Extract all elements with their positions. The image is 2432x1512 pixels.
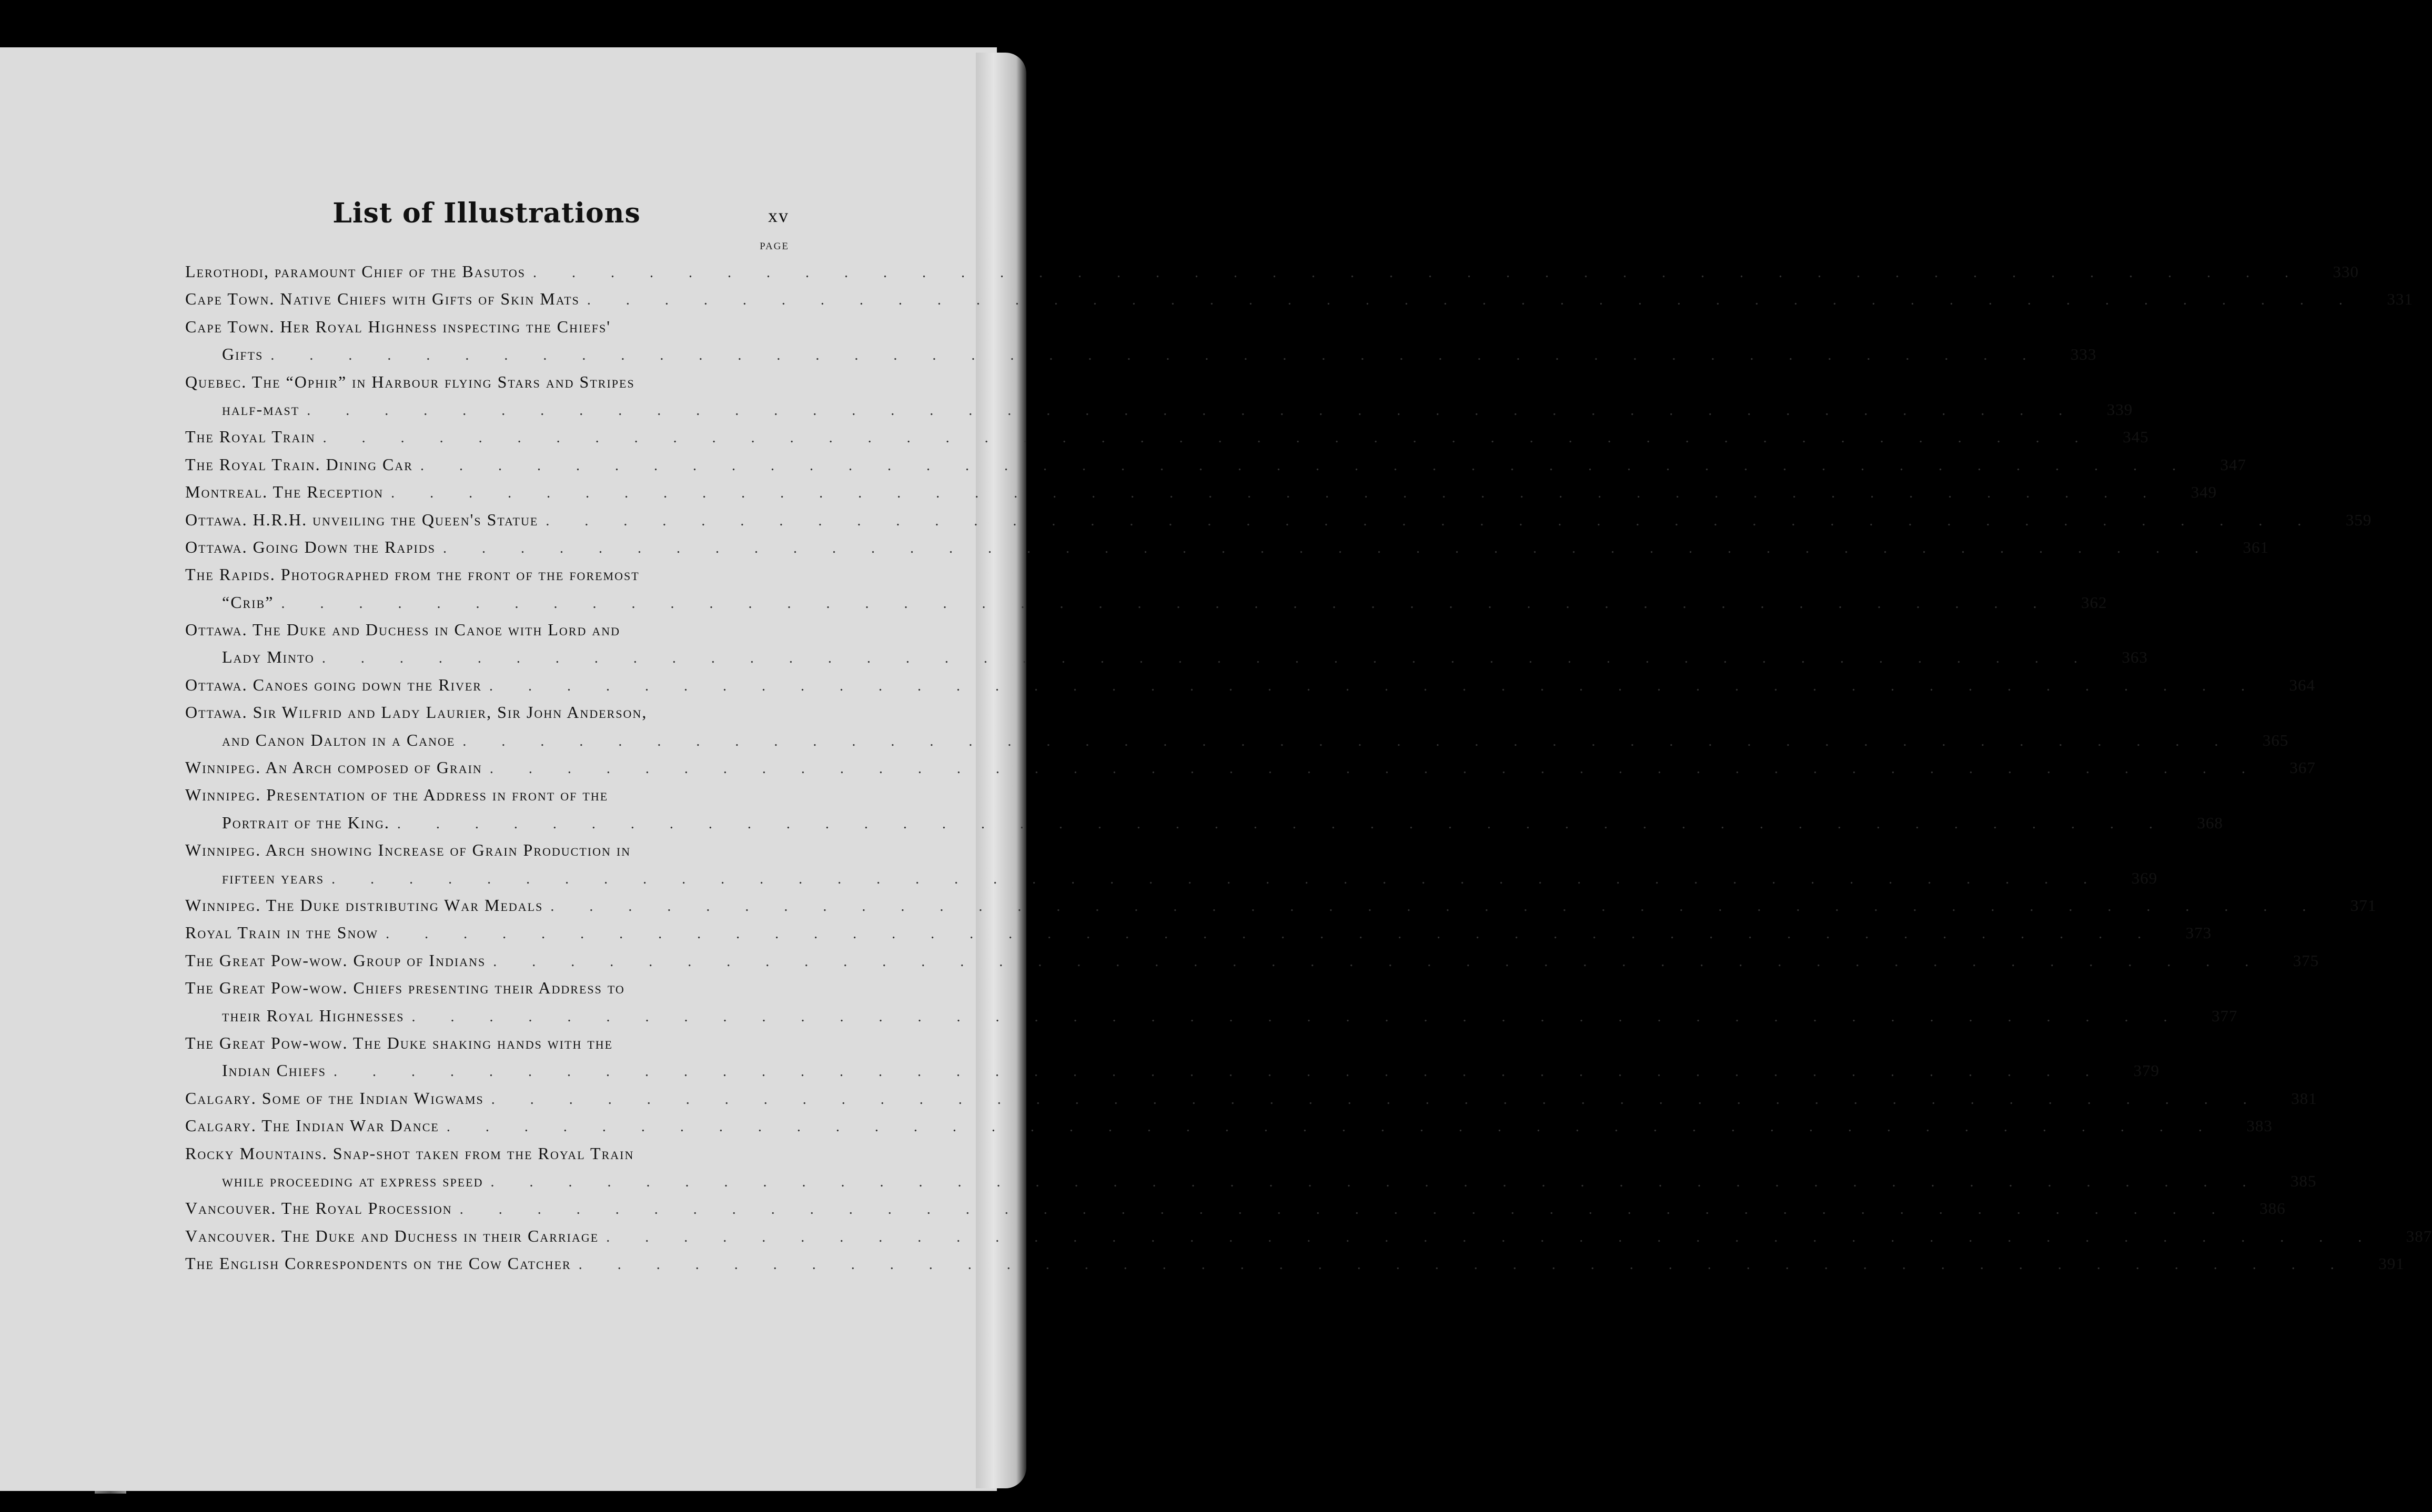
dot-leader: . . . . . . . . . . . . . . . . . . . . . . . . . . . . . . . . . . . . . . . . . . . . . .: [331, 870, 2103, 887]
entry-line: [185, 506, 2372, 533]
entry-line: [185, 643, 2148, 671]
entry-page-number: 347: [2220, 455, 2246, 474]
entry-title: Vancouver. The Royal Procession: [185, 1199, 452, 1218]
illustration-entry: [185, 698, 2289, 754]
entry-title: Portrait of the King.: [222, 813, 390, 832]
dot-leader: . . . . . . . . . . . . . . . . . . . . . . . . . . . . . . . . . . . . . . . . . . . . . .: [281, 595, 2053, 612]
entry-page-number: 361: [2243, 537, 2269, 556]
dot-leader: . . . . . . . . . . . . . . . . . . . . . . . . . . . . . . . . . . . . . . . . . . . . . .: [443, 540, 2214, 556]
entry-title: Indian Chiefs: [222, 1061, 326, 1080]
entry-page-number: 362: [2081, 593, 2107, 612]
dot-leader: . . . . . . . . . . . . . . . . . . . . . . . . . . . . . . . . . . . . . . . . . . . . . .: [321, 650, 2093, 667]
entry-line: [185, 754, 2316, 781]
illustration-entry: [185, 974, 2238, 1029]
illustration-entry: [185, 1222, 2432, 1250]
entry-line: [185, 451, 2246, 478]
entry-page-number: 339: [2106, 400, 2133, 419]
dot-leader: . . . . . . . . . . . . . . . . . . . . . . . . . . . . . . . . . . . . . . . . . . . . . .: [489, 677, 2261, 694]
entry-page-number: 385: [2290, 1171, 2317, 1190]
entry-line: [185, 1112, 2273, 1139]
entry-line: [185, 258, 2359, 285]
entry-page-number: 369: [2131, 868, 2158, 887]
entry-title: Ottawa. The Duke and Duchess in Canoe with Lord and: [185, 620, 621, 640]
entry-line: [185, 1222, 2432, 1250]
entry-title: Cape Town. Native Chiefs with Gifts of Skin Mats: [185, 289, 580, 309]
entry-line: [185, 781, 743, 808]
dot-leader: . . . . . . . . . . . . . . . . . . . . . . . . . . . . . . . . . . . . . . . . . . . . . .: [489, 760, 2261, 777]
entry-title: Winnipeg. The Duke distributing War Medals: [185, 895, 543, 915]
dot-leader: . . . . . . . . . . . . . . . . . . . . . . . . . . . . . . . . . . . . . . . . . . . . . .: [322, 430, 2094, 447]
entry-title: Calgary. The Indian War Dance: [185, 1116, 439, 1135]
illustration-entry: [185, 285, 2413, 312]
entry-line: [185, 285, 2413, 312]
illustration-entry: [185, 1194, 2286, 1222]
entry-page-number: 386: [2259, 1199, 2286, 1218]
entry-page-number: 364: [2289, 675, 2315, 694]
illustration-entry: [185, 258, 2359, 285]
entry-line: [185, 478, 2217, 505]
entry-title: Calgary. Some of the Indian Wigwams: [185, 1088, 484, 1108]
entry-page-number: 330: [2333, 262, 2359, 281]
illustration-entry: [185, 313, 2097, 368]
entry-line: [185, 891, 2377, 919]
entry-line: [185, 1029, 743, 1057]
entry-title: and Canon Dalton in a Canoe: [222, 730, 456, 749]
dot-leader: . . . . . . . . . . . . . . . . . . . . . . . . . . . . . . . . . . . . . . . . . . . . . .: [270, 347, 2042, 364]
entry-line: [185, 313, 743, 340]
page-title: List of Illustrations: [332, 197, 641, 229]
dot-leader: . . . . . . . . . . . . . . . . . . . . . . . . . . . . . . . . . . . . . . . . . . . . . .: [490, 1173, 2262, 1190]
entry-title: The Royal Train: [185, 427, 316, 447]
dot-leader: . . . . . . . . . . . . . . . . . . . . . . . . . . . . . . . . . . . . . . . . . . . . . .: [446, 1119, 2218, 1135]
entry-title: Ottawa. H.R.H. unveiling the Queen's Statue: [185, 510, 539, 529]
entry-title: The Royal Train. Dining Car: [185, 454, 413, 474]
dot-leader: . . . . . . . . . . . . . . . . . . . . . . . . . . . . . . . . . . . . . . . . . . . . . .: [493, 953, 2265, 970]
entry-page-number: 359: [2345, 510, 2372, 529]
illustration-entry: [185, 836, 2158, 891]
entry-line: [185, 1057, 2159, 1084]
entry-page-number: 375: [2293, 951, 2319, 970]
entry-title: Montreal. The Reception: [185, 482, 384, 502]
entry-title: Winnipeg. An Arch composed of Grain: [185, 758, 482, 777]
entry-page-number: 367: [2289, 758, 2316, 777]
dot-leader: . . . . . . . . . . . . . . . . . . . . . . . . . . . . . . . . . . . . . . . . . . . . . .: [462, 733, 2234, 749]
entry-page-number: 331: [2387, 290, 2413, 309]
page-column-label: PAGE: [760, 241, 789, 252]
entry-line: [185, 947, 2319, 974]
illustration-entry: [185, 1084, 2317, 1112]
page-number: xv: [768, 205, 789, 226]
entry-title: Ottawa. Going Down the Rapids: [185, 537, 436, 556]
dot-leader: . . . . . . . . . . . . . . . . . . . . . . . . . . . . . . . . . . . . . . . . . . . . . .: [307, 402, 2078, 419]
illustration-entry: [185, 506, 2372, 533]
entry-line: [185, 1250, 2405, 1277]
illustration-entry: [185, 368, 2133, 423]
entry-line: [185, 1002, 2238, 1029]
dot-leader: . . . . . . . . . . . . . . . . . . . . . . . . . . . . . . . . . . . . . . . . . . . . . .: [578, 1256, 2350, 1273]
entry-line: [185, 1194, 2286, 1222]
entry-page-number: 391: [2378, 1254, 2405, 1273]
entry-line: [185, 340, 2097, 368]
entry-title: Ottawa. Sir Wilfrid and Lady Laurier, Sir John Anderson,: [185, 703, 648, 722]
entry-page-number: 349: [2191, 483, 2217, 502]
entry-page-number: 377: [2211, 1006, 2238, 1025]
entry-title: Cape Town. Her Royal Highness inspecting the Chiefs': [185, 317, 611, 336]
entry-line: [185, 561, 743, 588]
entry-title: Ottawa. Canoes going down the River: [185, 675, 482, 694]
dot-leader: . . . . . . . . . . . . . . . . . . . . . . . . . . . . . . . . . . . . . . . . . . . . . .: [420, 457, 2192, 474]
dot-leader: . . . . . . . . . . . . . . . . . . . . . . . . . . . . . . . . . . . . . . . . . . . . . .: [550, 898, 2322, 915]
entry-line: [185, 864, 2158, 891]
entry-title: The Great Pow-wow. The Duke shaking hands with the: [185, 1033, 613, 1052]
illustration-entry: [185, 561, 2107, 616]
dot-leader: . . . . . . . . . . . . . . . . . . . . . . . . . . . . . . . . . . . . . . . . . . . . . .: [397, 815, 2168, 832]
entry-page-number: 383: [2246, 1117, 2273, 1135]
entry-line: [185, 588, 2107, 616]
entry-line: [185, 919, 2212, 946]
entry-page-number: 363: [2122, 648, 2148, 667]
illustration-entry: [185, 781, 2223, 836]
entry-title: The Rapids. Photographed from the front of the foremost: [185, 565, 640, 584]
entry-title: Lady Minto: [222, 647, 315, 667]
entry-title: The Great Pow-wow. Group of Indians: [185, 950, 486, 970]
entry-title: Quebec. The “Ophir” in Harbour flying Stars and Stripes: [185, 372, 635, 391]
entry-page-number: 365: [2262, 730, 2289, 749]
entry-title: Rocky Mountains. Snap-shot taken from the Royal Train: [185, 1143, 634, 1163]
entry-title: Gifts: [222, 344, 264, 364]
entry-page-number: 333: [2070, 345, 2097, 364]
illustration-entry: [185, 423, 2149, 450]
entry-line: [185, 616, 743, 643]
dot-leader: . . . . . . . . . . . . . . . . . . . . . . . . . . . . . . . . . . . . . . . . . . . . . .: [491, 1091, 2263, 1108]
entry-page-number: 373: [2185, 924, 2212, 942]
dot-leader: . . . . . . . . . . . . . . . . . . . . . . . . . . . . . . . . . . . . . . . . . . . . . .: [587, 292, 2358, 309]
entry-title: half-mast: [222, 399, 300, 419]
entry-title: Winnipeg. Presentation of the Address in front of the: [185, 785, 609, 805]
entry-line: [185, 698, 743, 726]
entry-title: Vancouver. The Duke and Duchess in their Carriage: [185, 1226, 599, 1245]
dot-leader: . . . . . . . . . . . . . . . . . . . . . . . . . . . . . . . . . . . . . . . . . . . . . .: [459, 1201, 2231, 1218]
illustration-entry: [185, 671, 2315, 698]
entry-title: while proceeding at express speed: [222, 1171, 483, 1190]
dot-leader: . . . . . . . . . . . . . . . . . . . . . . . . . . . . . . . . . . . . . . . . . . . . . .: [532, 265, 2304, 281]
entry-line: [185, 423, 2149, 450]
illustration-entry: [185, 1029, 2159, 1084]
entry-title: The English Correspondents on the Cow Catcher: [185, 1254, 571, 1273]
entry-line: [185, 974, 743, 1001]
entry-page-number: 345: [2123, 428, 2149, 447]
entry-line: [185, 1084, 2317, 1112]
entry-page-number: 387: [2406, 1226, 2432, 1245]
entry-line: [185, 1167, 2317, 1194]
entry-title: The Great Pow-wow. Chiefs presenting their Address to: [185, 978, 625, 998]
entry-title: Lerothodi, paramount Chief of the Basutos: [185, 262, 526, 281]
illustration-entry: [185, 451, 2246, 478]
entry-line: [185, 836, 743, 864]
illustration-entry: [185, 616, 2148, 671]
illustration-entry: [185, 1250, 2405, 1277]
entry-line: [185, 395, 2133, 423]
illustration-entry: [185, 947, 2319, 974]
entry-title: Winnipeg. Arch showing Increase of Grain Production in: [185, 840, 631, 860]
entry-title: fifteen years: [222, 868, 325, 887]
dot-leader: . . . . . . . . . . . . . . . . . . . . . . . . . . . . . . . . . . . . . . . . . . . . . .: [411, 1008, 2183, 1025]
entry-line: [185, 368, 743, 395]
illustration-entry: [185, 478, 2217, 505]
dot-leader: . . . . . . . . . . . . . . . . . . . . . . . . . . . . . . . . . . . . . . . . . . . . . .: [334, 1063, 2105, 1080]
entry-page-number: 379: [2133, 1061, 2159, 1080]
illustration-entry: [185, 754, 2316, 781]
entry-title: “Crib”: [222, 592, 274, 612]
illustration-entry: [185, 919, 2212, 946]
dot-leader: . . . . . . . . . . . . . . . . . . . . . . . . . . . . . . . . . . . . . . . . . . . . . .: [386, 926, 2157, 942]
illustration-entry: [185, 891, 2377, 919]
entry-title: their Royal Highnesses: [222, 1006, 405, 1025]
entry-line: [185, 671, 2315, 698]
illustration-entry: [185, 1112, 2273, 1139]
entry-page-number: 381: [2291, 1089, 2317, 1108]
dot-leader: . . . . . . . . . . . . . . . . . . . . . . . . . . . . . . . . . . . . . . . . . . . . . .: [606, 1229, 2378, 1245]
entry-title: Royal Train in the Snow: [185, 923, 379, 942]
dot-leader: . . . . . . . . . . . . . . . . . . . . . . . . . . . . . . . . . . . . . . . . . . . . . .: [546, 512, 2317, 529]
entry-line: [185, 809, 2223, 836]
illustration-list: [185, 258, 2432, 1277]
entry-line: [185, 533, 2269, 561]
entry-page-number: 368: [2197, 813, 2223, 832]
illustration-entry: [185, 1140, 2317, 1195]
dot-leader: . . . . . . . . . . . . . . . . . . . . . . . . . . . . . . . . . . . . . . . . . . . . . .: [391, 485, 2163, 502]
illustration-entry: [185, 533, 2269, 561]
entry-page-number: 371: [2350, 896, 2377, 915]
entry-line: [185, 726, 2289, 754]
entry-line: [185, 1140, 743, 1167]
page-header: [184, 197, 789, 234]
